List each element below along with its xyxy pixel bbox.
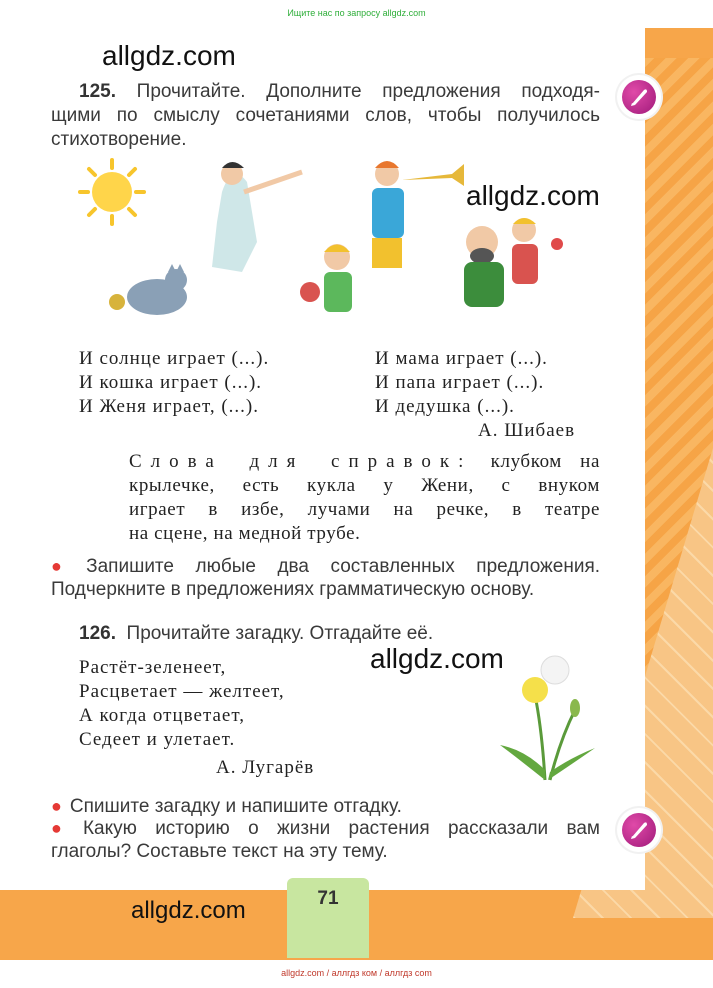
bullet-line <box>51 554 600 579</box>
bullet-icon: ● <box>51 818 75 838</box>
reference-label: Слова для справок: <box>129 451 473 472</box>
dandelion-icon <box>500 656 595 780</box>
task-text: Прочитайте загадку. Отгадайте её. <box>126 623 434 644</box>
watermark: allgdz.com <box>466 180 600 211</box>
bullet-text: Какую историю о жизни растения рассказали вам <box>82 818 600 839</box>
bullet-line-continued: Подчеркните в предложениях грамматическую основу. <box>51 579 535 600</box>
task-125-line-1 <box>79 80 600 104</box>
actress-icon <box>212 162 302 272</box>
poem-line: И солнце играет (...). <box>79 348 270 369</box>
watermark: allgdz.com <box>131 897 246 924</box>
poem-left-column <box>79 348 269 420</box>
poem-author: А. Шибаев <box>478 420 576 441</box>
riddle <box>79 657 285 753</box>
trumpeter-icon <box>372 161 464 268</box>
riddle-line: А когда отцветает, <box>79 705 245 726</box>
illustration <box>72 152 592 332</box>
riddle-line: Расцветает — желтеет, <box>79 681 285 702</box>
bullet-line <box>51 816 600 841</box>
task-number: 125. <box>79 81 116 102</box>
poem-line: И мама играет (...). <box>375 348 548 369</box>
dandelion-illustration <box>490 650 602 785</box>
bullet-icon: ● <box>51 556 79 576</box>
task-number: 126. <box>79 623 116 644</box>
bullet-line-continued: глаголы? Составьте текст на эту тему. <box>51 841 388 862</box>
reference-line-4: на сцене, на медной трубе. <box>129 523 361 544</box>
task-126-heading <box>79 622 433 646</box>
page-number: 71 <box>287 878 369 958</box>
reference-line-2: крылечке, есть кукла у Жени, с внуком <box>129 475 600 496</box>
pen-badge-icon[interactable] <box>617 808 661 852</box>
cat-icon <box>109 264 187 315</box>
watermark: allgdz.com <box>370 643 504 674</box>
task-125-line-3: стихотворение. <box>51 129 187 150</box>
reference-text: клубком на <box>490 451 600 472</box>
riddle-line: Седеет и улетает. <box>79 729 236 750</box>
poem-line: И дедушка (...). <box>375 396 515 417</box>
bullet-icon: ● <box>51 796 62 816</box>
bullet-text: Запишите любые два составленных предложения. <box>86 556 601 577</box>
top-note: Ищите нас по запросу allgdz.com <box>287 8 426 18</box>
poem-line: И кошка играет (...). <box>79 372 263 393</box>
grandpa-and-boy-icon <box>464 218 563 307</box>
task-125-line-2: щими по смыслу сочетаниями слов, чтобы получилось <box>51 105 600 126</box>
girl-with-doll-icon <box>300 244 352 312</box>
watermark: allgdz.com <box>102 40 236 71</box>
bullet-text: Спишите загадку и напишите отгадку. <box>69 796 402 817</box>
task-text: Прочитайте. Дополните предложения подходя- <box>136 81 601 102</box>
poem-line: И Женя играет, (...). <box>79 396 259 417</box>
poem-line: И папа играет (...). <box>375 372 545 393</box>
riddle-line: Растёт-зеленеет, <box>79 657 227 678</box>
riddle-author: А. Лугарёв <box>216 757 315 778</box>
poem-right-column <box>375 348 548 420</box>
pen-badge-icon[interactable] <box>617 75 661 119</box>
sun-icon <box>80 160 144 224</box>
bottom-note: allgdz.com / аллгдз ком / аллгдз com <box>281 968 432 978</box>
reference-line-1 <box>129 450 600 474</box>
reference-line-3: играет в избе, лучами на речке, в театре <box>129 499 600 520</box>
